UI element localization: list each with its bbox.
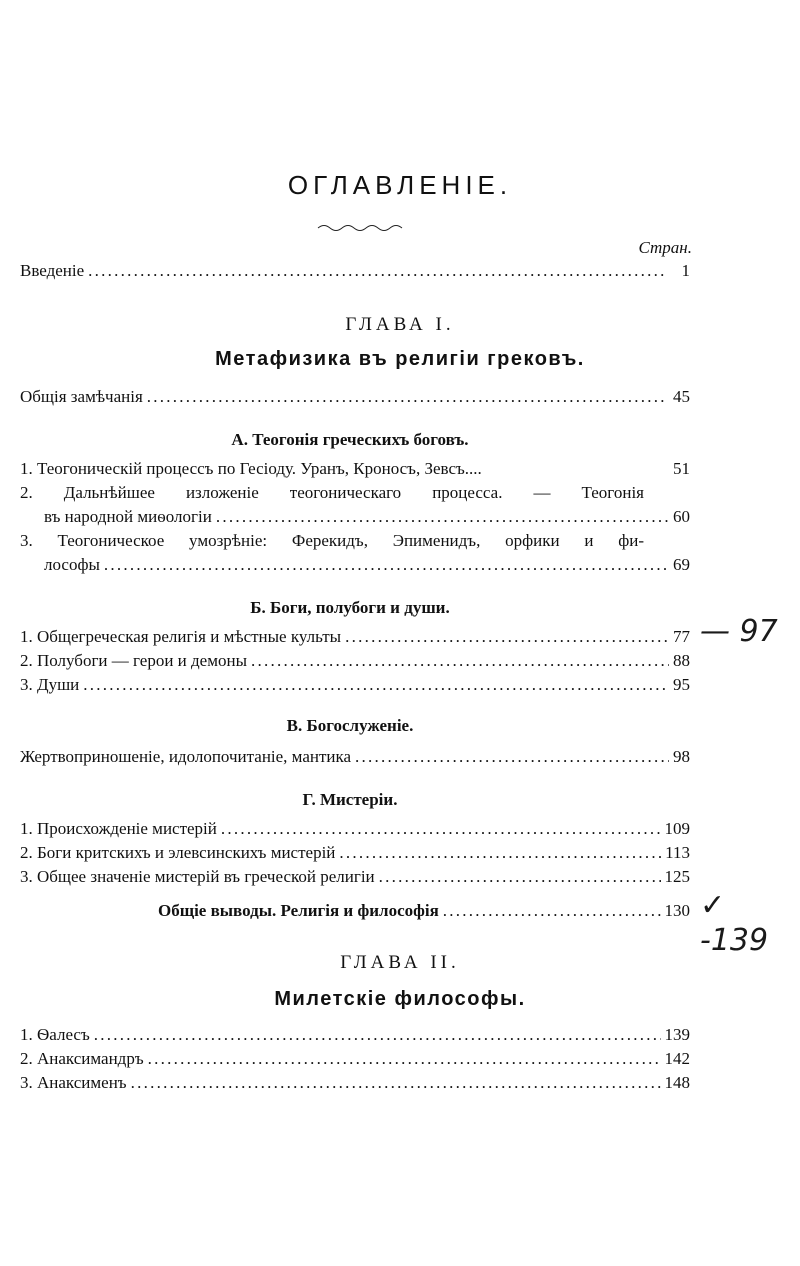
toc-entry-label: 2. Полубоги — герои и демоны — [20, 651, 247, 670]
toc-entry-label: Жертвоприношеніе, идолопочитаніе, мантика — [20, 747, 352, 766]
toc-entry-label: 3. Души — [20, 675, 80, 694]
toc-row-b2[interactable] — [20, 650, 690, 672]
leader-dots — [131, 1072, 661, 1094]
toc-row-c2-3[interactable] — [20, 1072, 690, 1094]
toc-entry-label: Общіе выводы. Религія и философія — [158, 901, 439, 920]
ornament-divider — [316, 222, 406, 232]
section-a-title: А. Теогонія греческихъ боговъ. — [231, 430, 469, 449]
toc-entry-label: Введеніе — [20, 261, 85, 280]
chapter-1-title: Метафизика въ религіи грековъ. — [215, 348, 585, 370]
leader-dots — [221, 818, 661, 840]
toc-row-a2[interactable] — [44, 506, 690, 528]
toc-row-general-remarks[interactable] — [20, 386, 690, 408]
toc-page-number: 113 — [665, 843, 690, 862]
chapter-2-title: Милетскіе философы. — [274, 988, 526, 1010]
leader-dots — [339, 842, 661, 864]
toc-entry-label: 3. Общее значеніе мистерій въ греческой религіи — [20, 867, 375, 886]
leader-dots — [83, 674, 665, 696]
toc-row-a3[interactable] — [44, 554, 690, 576]
toc-row-g3[interactable] — [20, 866, 690, 888]
chapter-2-label: ГЛАВА II. — [340, 952, 460, 973]
leader-dots — [88, 260, 665, 282]
leader-dots — [251, 650, 669, 672]
toc-page-number: 88 — [673, 651, 690, 670]
leader-dots — [216, 506, 669, 528]
toc-entry-label: 1. Ѳалесъ — [20, 1025, 90, 1044]
toc-page-number: 148 — [664, 1073, 690, 1092]
leader-dots — [148, 1048, 661, 1070]
handwritten-note: — 97 — [700, 614, 778, 649]
toc-row-c2-2[interactable] — [20, 1048, 690, 1070]
toc-entry-label: 1. Теогоническій процессъ по Гесіоду. Уранъ, Кроносъ, Зевсъ.... — [20, 459, 482, 478]
toc-page-number: 109 — [664, 819, 690, 838]
toc-row-conclusion[interactable] — [158, 900, 690, 922]
toc-page-number: 142 — [664, 1049, 690, 1068]
leader-dots — [104, 554, 666, 576]
toc-page-number: 130 — [664, 901, 690, 920]
toc-page-number: 125 — [664, 867, 690, 886]
toc-entry-label: Общія замѣчанія — [20, 387, 143, 406]
toc-page-number: 95 — [673, 675, 690, 694]
toc-entry-label: 1. Происхожденіе мистерій — [20, 819, 217, 838]
toc-page-number: 45 — [673, 387, 690, 406]
page-column-label: Стран. — [638, 238, 692, 257]
section-g-title: Г. Мистеріи. — [302, 790, 398, 809]
leader-dots — [345, 626, 669, 648]
toc-row-c2-1[interactable] — [20, 1024, 690, 1046]
toc-row-g1[interactable] — [20, 818, 690, 840]
toc-row-a2-line1: 2. Дальнѣйшее изложеніе теогоническаго процесса. — Теогонія — [20, 483, 644, 502]
chapter-1-label: ГЛАВА I. — [345, 314, 455, 335]
toc-title: ОГЛАВЛЕНІЕ. — [287, 170, 513, 200]
leader-dots — [94, 1024, 661, 1046]
toc-page-number: 60 — [673, 507, 690, 526]
handwritten-note: ✓ -139 — [700, 888, 769, 958]
toc-page-number: 51 — [673, 459, 690, 478]
toc-row-a3-line1: 3. Теогоническое умозрѣніе: Ферекидъ, Эпименидъ, орфики и фи- — [20, 531, 644, 550]
toc-page-number: 1 — [681, 261, 690, 280]
toc-page-number: 139 — [664, 1025, 690, 1044]
toc-entry-label: въ народной миѳологіи — [44, 507, 212, 526]
toc-entry-label: 1. Общегреческая религія и мѣстные культы — [20, 627, 342, 646]
toc-entry-label: 2. Боги критскихъ и элевсинскихъ мистерій — [20, 843, 336, 862]
toc-entry-label: 3. Анаксименъ — [20, 1073, 127, 1092]
toc-row-v1[interactable] — [20, 746, 690, 768]
toc-entry-label: лософы — [44, 555, 100, 574]
toc-row-a1[interactable] — [20, 458, 690, 480]
leader-dots — [379, 866, 661, 888]
section-b-title: Б. Боги, полубоги и души. — [250, 598, 450, 617]
toc-row-g2[interactable] — [20, 842, 690, 864]
toc-row-intro[interactable] — [20, 260, 690, 282]
toc-page-number: 77 — [673, 627, 690, 646]
leader-dots — [147, 386, 667, 408]
section-v-title: В. Богослуженіе. — [286, 716, 414, 735]
leader-dots — [443, 900, 661, 922]
toc-row-b3[interactable] — [20, 674, 690, 696]
toc-page-number: 98 — [673, 747, 690, 766]
toc-entry-label: 2. Анаксимандръ — [20, 1049, 144, 1068]
leader-dots — [355, 746, 669, 768]
toc-row-b1[interactable] — [20, 626, 690, 648]
toc-page-number: 69 — [673, 555, 690, 574]
